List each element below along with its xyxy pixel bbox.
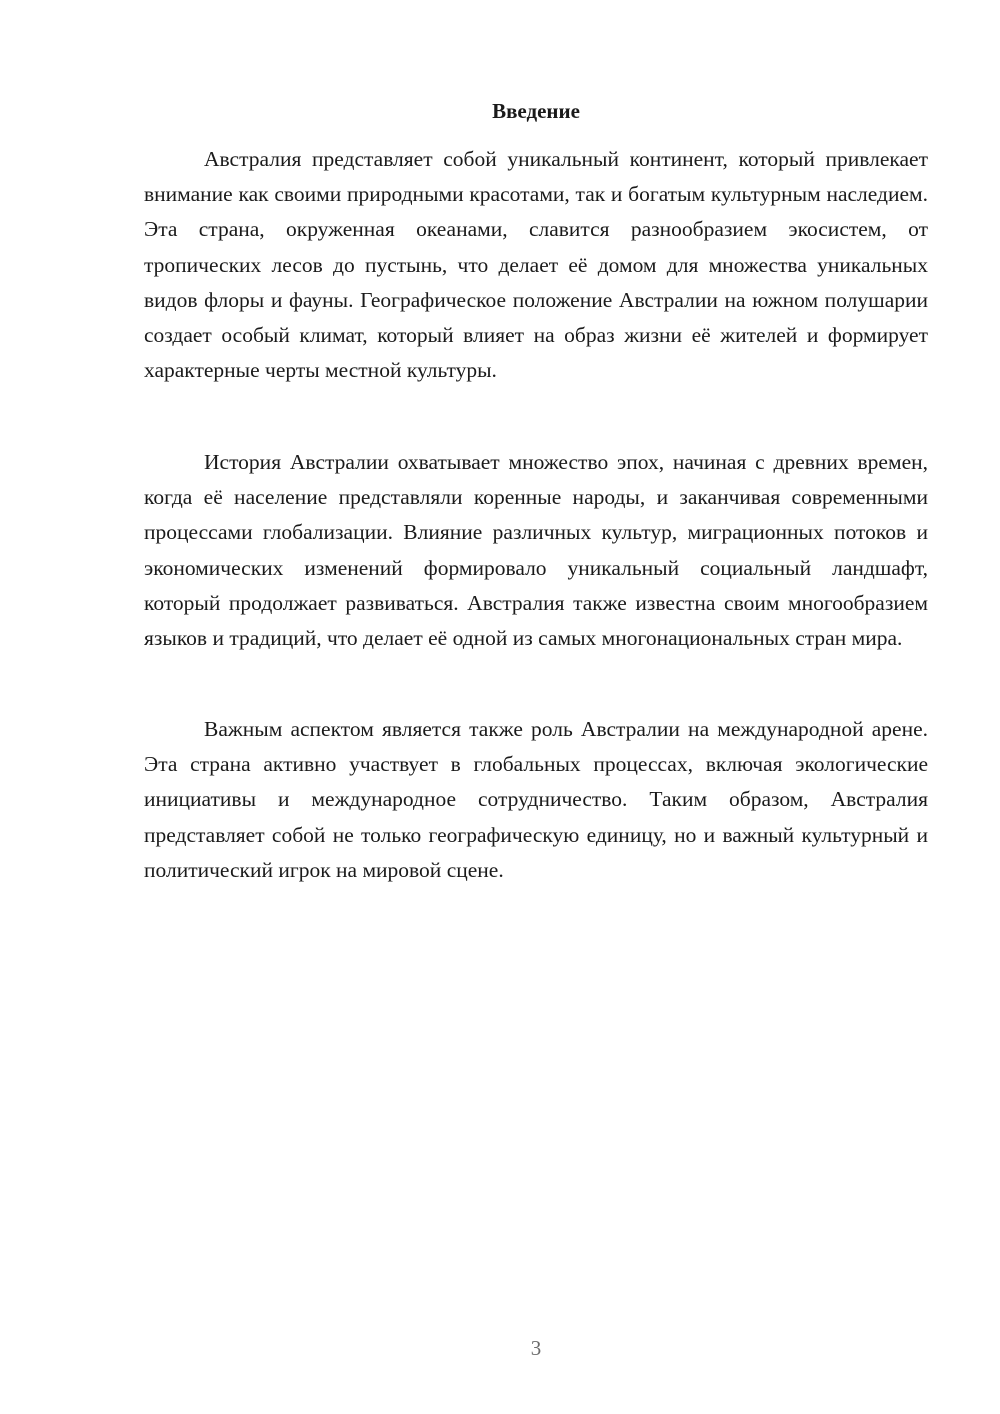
page-number: 3 [530,1336,542,1360]
section-heading: Введение [492,99,580,123]
paragraph-3: Важным аспектом является также роль Австралии на международной арене. Эта страна активно участвует в глобальных процессах, включая экологические инициативы и международное сотрудничество. Таким образом, Австралия представляет собой не только географическую единицу, но и важный культурный и политический игрок на мировой сцене. [144,717,928,882]
paragraph-1: Австралия представляет собой уникальный континент, который привлекает внимание как своими природными красотами, так и богатым культурным наследием. Эта страна, окруженная океанами, славится разнообразием экосистем, от тропических лесов до пустынь, что делает её домом для множества уникальных видов флоры и фауны. Географическое положение Австралии на южном полушарии создает особый климат, который влияет на образ жизни её жителей и формирует характерные черты местной культуры. [144,147,928,383]
paragraph-2: История Австралии охватывает множество эпох, начиная с древних времен, когда её население представляли коренные народы, и заканчивая современными процессами глобализации. Влияние различных культур, миграционных потоков и экономических изменений формировало уникальный социальный ландшафт, который продолжает развиваться. Австралия также известна своим многообразием языков и традиций, что делает её одной из самых многонациональных стран мира. [144,450,928,651]
